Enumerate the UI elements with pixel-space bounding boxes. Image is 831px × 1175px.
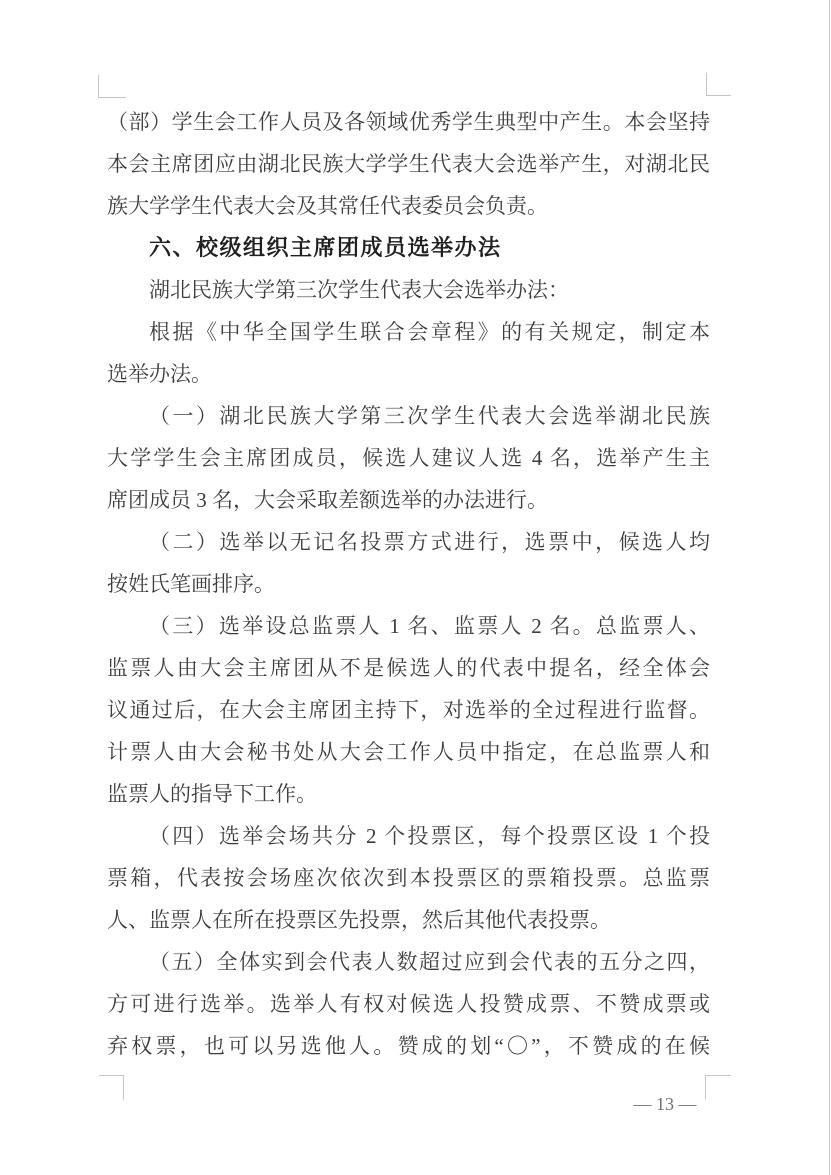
text-line: （五）全体实到会代表人数超过应到会代表的五分之四， <box>149 950 710 974</box>
paragraph <box>107 521 710 605</box>
paragraph <box>107 815 710 941</box>
paragraph <box>107 311 710 395</box>
text-line: 监票人由大会主席团从不是候选人的代表中提名，经全体会 <box>107 656 710 680</box>
document-body <box>107 101 710 1067</box>
text-line: 方可进行选举。选举人有权对候选人投赞成票、不赞成票或 <box>107 992 710 1016</box>
text-line: 本会主席团应由湖北民族大学学生代表大会选举产生，对湖北民 <box>107 152 710 176</box>
crop-mark-top-right <box>706 73 731 96</box>
paragraph <box>107 101 710 227</box>
section-heading: 六、校级组织主席团成员选举办法 <box>149 235 502 260</box>
text-line: 人、监票人在所在投票区先投票，然后其他代表投票。 <box>107 908 611 932</box>
text-line: （一）湖北民族大学第三次学生代表大会选举湖北民族 <box>149 404 710 428</box>
text-line: 族大学学生代表大会及其常任代表委员会负责。 <box>107 194 548 218</box>
text-line: 议通过后，在大会主席团主持下，对选举的全过程进行监督。 <box>107 698 710 722</box>
paragraph <box>107 269 710 311</box>
page-edge-line <box>829 0 830 1175</box>
paragraph <box>107 605 710 815</box>
crop-mark-bottom-left <box>99 1075 124 1100</box>
text-line: （四）选举会场共分 2 个投票区，每个投票区设 1 个投 <box>149 824 710 848</box>
text-line: （部）学生会工作人员及各领域优秀学生典型中产生。本会坚持 <box>107 110 710 134</box>
text-line: 弃权票，也可以另选他人。赞成的划“〇”，不赞成的在候 <box>107 1034 710 1058</box>
text-line: （三）选举设总监票人 1 名、监票人 2 名。总监票人、 <box>149 614 710 638</box>
page-number: — 13 — <box>633 1094 697 1114</box>
text-line: 票箱，代表按会场座次依次到本投票区的票箱投票。总监票 <box>107 866 710 890</box>
text-line: 湖北民族大学第三次学生代表大会选举办法： <box>149 278 569 302</box>
paragraph <box>107 941 710 1067</box>
text-line: 按姓氏笔画排序。 <box>107 572 275 596</box>
text-line: 根据《中华全国学生联合会章程》的有关规定，制定本 <box>149 320 710 344</box>
text-line: 监票人的指导下工作。 <box>107 782 317 806</box>
text-line: 大学学生会主席团成员，候选人建议人选 4 名，选举产生主 <box>107 446 710 470</box>
text-line: 席团成员 3 名，大会采取差额选举的办法进行。 <box>107 488 548 512</box>
text-line: （二）选举以无记名投票方式进行，选票中，候选人均 <box>149 530 710 554</box>
text-line: 选举办法。 <box>107 362 212 386</box>
text-line: 计票人由大会秘书处从大会工作人员中指定，在总监票人和 <box>107 740 710 764</box>
paragraph <box>107 395 710 521</box>
crop-mark-top-left <box>98 75 126 98</box>
